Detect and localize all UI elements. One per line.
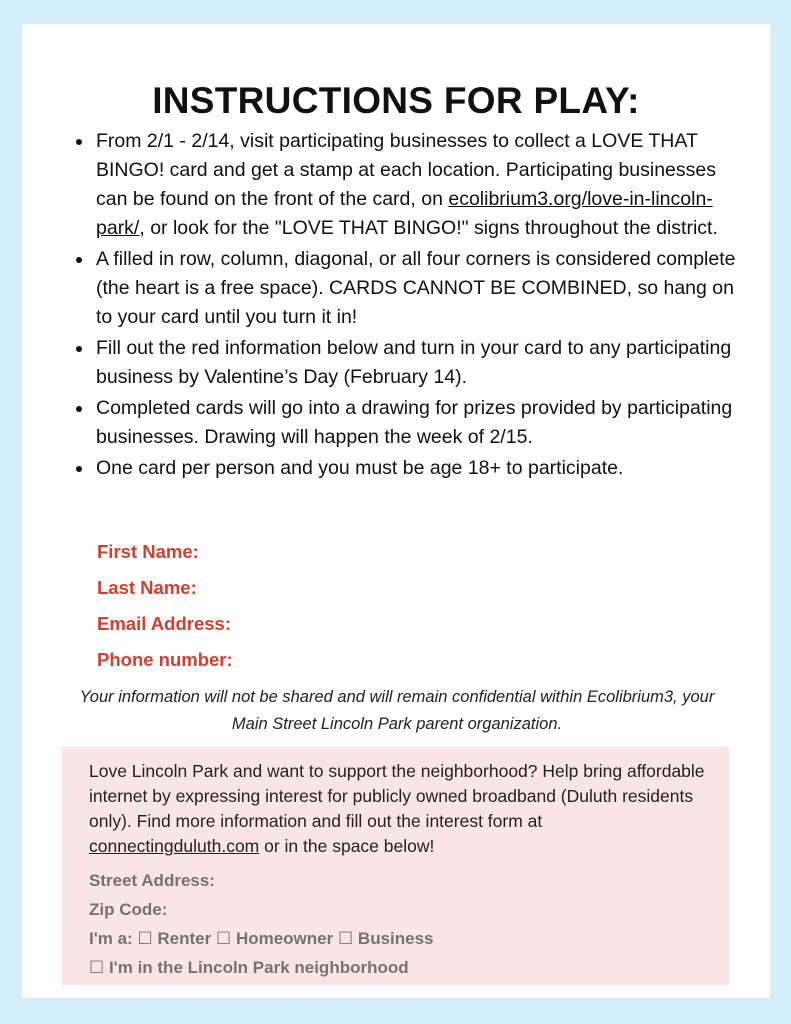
street-address-field[interactable]: Street Address: [89,871,215,890]
neighborhood-checkbox[interactable]: ☐ I'm in the Lincoln Park neighborhood [89,958,409,977]
list-item: One card per person and you must be age 18+ to participate. [76,454,736,483]
zip-code-field[interactable]: Zip Code: [89,900,168,919]
contact-fields [97,538,233,682]
instruction-text: From 2/1 - 2/14, visit participating businesses to collect a LOVE THAT BINGO! card and get a stamp at each location. Participating businesses can be found on the front of the card, on [96,130,717,210]
page-title: INSTRUCTIONS FOR PLAY: [152,80,640,121]
list-item: Fill out the red information below and turn in your card to any participating business by Valentine’s Day (February 14). [76,334,736,392]
instruction-text: , or look for the "LOVE THAT BINGO!" signs throughout the district. [139,217,718,239]
list-item [76,127,736,243]
broadband-fields [89,866,434,982]
first-name-field[interactable]: First Name: [97,541,199,562]
privacy-note: Your information will not be shared and will remain confidential within Ecolibrium3, your Main Street Lincoln Park parent organization. [79,688,715,733]
broadband-outro: or in the space below! [259,836,435,856]
phone-field[interactable]: Phone number: [97,649,233,670]
broadband-text [89,759,714,859]
list-item: A filled in row, column, diagonal, or all four corners is considered complete (the heart is a free space). CARDS CANNOT BE COMBINED, so hang on to your card until you turn it in! [76,245,736,332]
connecting-duluth-link[interactable]: connectingduluth.com [89,836,260,856]
broadband-intro: Love Lincoln Park and want to support the neighborhood? Help bring affordable internet by expressing interest for publicly owned broadband (Duluth residents only). Find more information and fill out the interest form at [89,761,705,831]
resident-type-checkboxes[interactable]: I'm a: ☐ Renter ☐ Homeowner ☐ Business [89,929,434,948]
email-field[interactable]: Email Address: [97,613,231,634]
instruction-sheet [22,24,770,998]
broadband-box [62,747,729,985]
instructions-list [76,127,736,483]
list-item: Completed cards will go into a drawing for prizes provided by participating businesses. Drawing will happen the week of 2/15. [76,394,736,452]
website-link[interactable]: ecolibrium3.org/love-in-lincoln-park/ [96,188,713,239]
last-name-field[interactable]: Last Name: [97,577,197,598]
